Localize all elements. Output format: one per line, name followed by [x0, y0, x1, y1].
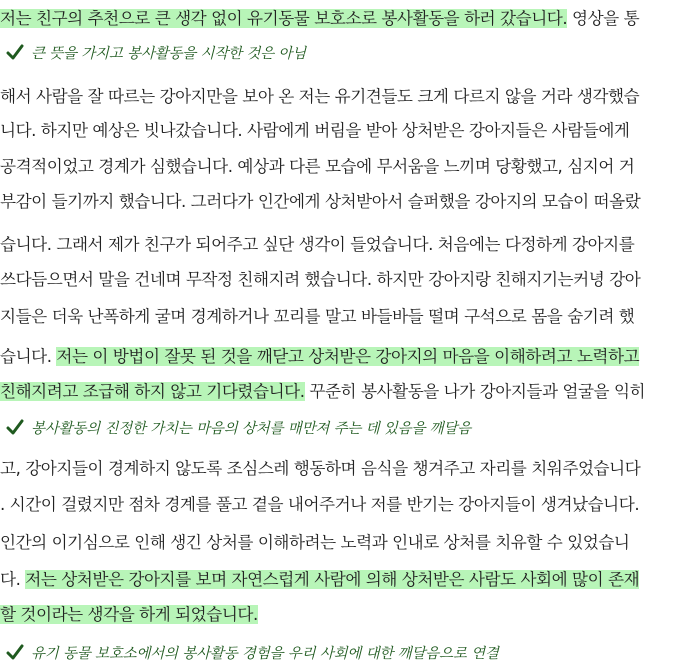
text-segment: 쓰다듬으면서 말을 건네며 무작정 친해지려 했습니다. 하지만 강아지랑 친해지기는커녕 강아: [0, 270, 641, 289]
text-line-10: [0, 375, 645, 409]
text-line-4: [0, 150, 634, 184]
text-segment: 고, 강아지들이 경계하지 않도록 조심스레 행동하며 음식을 챙겨주고 자리를 치워주었습니다: [0, 459, 641, 478]
highlighted-sentence: 친해지려고 조급해 하지 않고 기다렸습니다.: [0, 382, 305, 401]
text-segment: 해서 사람을 잘 따르는 강아지만을 보아 온 저는 유기견들도 크게 다르지 않을 거라 생각했습: [0, 87, 640, 106]
text-line-5: [0, 185, 640, 219]
text-line-6: [0, 228, 634, 262]
text-segment: 영상을 통: [567, 9, 640, 28]
text-segment: 습니다. 그래서 제가 친구가 되어주고 싶단 생각이 들었습니다. 처음에는 다정하게 강아지를: [0, 235, 635, 254]
annotation-note-1: [6, 38, 306, 70]
annotation-text: 유기 동물 보호소에서의 봉사활동 경험을 우리 사회에 대한 깨달음으로 연결: [31, 646, 499, 662]
text-line-11: [0, 452, 640, 486]
text-line-1: [0, 2, 639, 36]
text-line-13: [0, 526, 630, 560]
text-segment: 지들은 더욱 난폭하게 굴며 경계하거나 꼬리를 말고 바들바들 떨며 구석으로 몸을 숨기려 했: [0, 307, 635, 326]
highlighted-sentence: 할 것이라는 생각을 하게 되었습니다.: [0, 605, 258, 624]
text-line-8: [0, 300, 634, 334]
checkmark-icon: [6, 43, 24, 61]
text-line-7: [0, 263, 640, 297]
highlighted-sentence: 저는 이 방법이 잘못 된 것을 깨닫고 상처받은 강아지의 마음을 이해하려고 노력하고: [56, 347, 640, 366]
text-segment: . 시간이 걸렸지만 점차 경계를 풀고 곁을 내어주거나 저를 반기는 강아지들이 생겨났습니다.: [0, 495, 640, 514]
text-line-15: [0, 598, 258, 632]
highlighted-sentence: 저는 친구의 추천으로 큰 생각 없이 유기동물 보호소로 봉사활동을 하러 갔습니다.: [0, 9, 568, 28]
checkmark-icon: [6, 643, 24, 661]
text-line-3: [0, 114, 630, 148]
text-segment: 꾸준히 봉사활동을 나가 강아지들과 얼굴을 익히: [304, 382, 646, 401]
text-line-2: [0, 80, 639, 114]
highlighted-sentence: 저는 상처받은 강아지를 보며 자연스럽게 사람에 의해 상처받은 사람도 사회에 많이 존재: [25, 570, 640, 589]
text-line-9: [0, 340, 639, 374]
text-segment: 공격적이었고 경계가 심했습니다. 예상과 다른 모습에 무서움을 느끼며 당황했고, 심지어 거: [0, 157, 635, 176]
text-segment: 습니다.: [0, 347, 57, 366]
checkmark-icon: [6, 418, 24, 436]
annotation-text: 봉사활동의 진정한 가치는 마음의 상처를 매만져 주는 데 있음을 깨달음: [31, 421, 472, 437]
text-line-12: [0, 488, 639, 522]
annotation-note-2: [6, 413, 471, 445]
text-segment: 부감이 들기까지 했습니다. 그러다가 인간에게 상처받아서 슬퍼했을 강아지의 모습이 떠올랐: [0, 192, 641, 211]
text-segment: 인간의 이기심으로 인해 생긴 상처를 이해하려는 노력과 인내로 상처를 치유할 수 있었습니: [0, 533, 630, 552]
annotation-note-3: [6, 638, 499, 670]
text-segment: 니다. 하지만 예상은 빗나갔습니다. 사람에게 버림을 받아 상처받은 강아지들은 사람들에게: [0, 121, 630, 140]
annotation-text: 큰 뜻을 가지고 봉사활동을 시작한 것은 아님: [31, 46, 306, 62]
text-line-14: [0, 563, 639, 597]
text-segment: 다.: [0, 570, 26, 589]
